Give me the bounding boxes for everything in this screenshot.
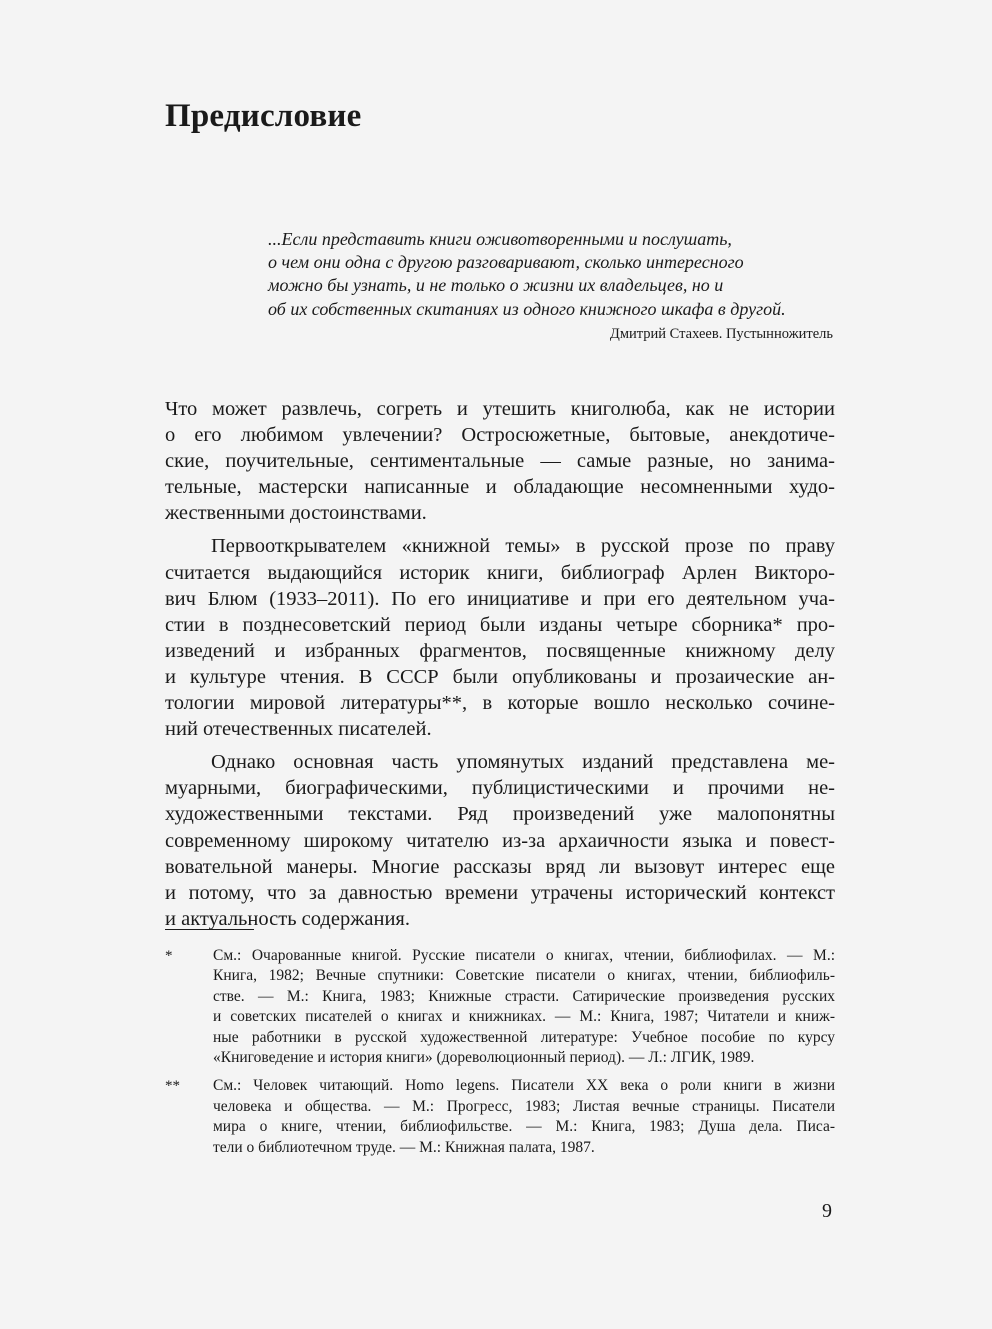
- paragraph-1-line: Что может развлечь, согреть и утешить книголюба, как не истории: [165, 398, 835, 420]
- body-text: [165, 396, 835, 932]
- footnote-marker: *: [165, 948, 173, 964]
- paragraph-3-line: вовательной манеры. Многие рассказы вряд ли вызовут интерес еще: [165, 855, 835, 878]
- epigraph-line: ...Если представить книги оживотворенными и послушать,: [268, 229, 732, 249]
- paragraph-2-line: тологии мировой литературы**, в которые вошло несколько сочине-: [165, 692, 835, 715]
- paragraph-1-line: тельные, мастерски написанные и обладающие несомненными худо-: [165, 476, 835, 499]
- paragraph-2-line: изведений и избранных фрагментов, посвященные книжному делу: [165, 639, 835, 662]
- epigraph: [268, 228, 833, 343]
- paragraph-3-line: современному широкому читателю из-за архаичности языка и повест-: [165, 829, 835, 852]
- page-number: 9: [822, 1200, 832, 1222]
- footnote-line: ные работники в русской художественной литературе: Учебное пособие по курсу: [213, 1028, 835, 1046]
- footnote-line: «Книговедение и история книги» (дореволюционный период). — Л.: ЛГИК, 1989.: [213, 1049, 755, 1067]
- paragraph-1-line: жественными достоинствами.: [165, 502, 427, 525]
- paragraph-gap: [165, 742, 835, 749]
- paragraph-2-line: Первооткрывателем «книжной темы» в русской прозе по праву: [211, 535, 835, 558]
- footnote-divider: [165, 929, 254, 930]
- footnote-line: человека и общества. — М.: Прогресс, 1983; Листая вечные страницы. Писатели: [213, 1097, 835, 1115]
- epigraph-attribution: Дмитрий Стахеев. Пустынножитель: [609, 325, 833, 342]
- footnote-line: Книга, 1982; Вечные спутники: Советские писатели о книгах, чтении, библиофиль-: [213, 967, 835, 985]
- footnote-line: См.: Очарованные книгой. Русские писатели о книгах, чтении, библиофилах. — М.:: [213, 947, 835, 964]
- paragraph-2-line: стии в позднесоветский период были изданы четыре сборника* про-: [165, 613, 835, 636]
- epigraph-line: о чем они одна с другою разговаривают, сколько интересного: [268, 252, 744, 273]
- paragraph-1-line: ские, поучительные, сентиментальные — самые разные, но занима-: [165, 450, 835, 473]
- footnote-line: стве. — М.: Книга, 1983; Книжные страсти. Сатирические произведения русских: [213, 987, 835, 1005]
- footnote-1: [165, 946, 835, 1068]
- paragraph-2-line: и культуре чтения. В СССР были опубликованы и прозаические ан-: [165, 665, 835, 688]
- paragraph-3-line: муарными, биографическими, публицистическими и прочими не-: [165, 777, 835, 800]
- footnote-line: и советских писателей о книгах и книжниках. — М.: Книга, 1987; Читатели и книж-: [213, 1008, 835, 1026]
- footnote-2: [165, 1076, 835, 1158]
- paragraph-3-line: Однако основная часть упомянутых изданий представлена ме-: [211, 751, 835, 774]
- footnote-line: мира о книге, чтении, библиофильстве. — М.: Книга, 1983; Душа дела. Писа-: [213, 1118, 835, 1136]
- paragraph-2-line: вич Блюм (1933–2011). По его инициативе и при его деятельном уча-: [165, 587, 835, 610]
- epigraph-line: об их собственных скитаниях из одного книжного шкафа в другой.: [268, 298, 786, 319]
- paragraph-1-line: о его любимом увлечении? Остросюжетные, бытовые, анекдотиче-: [165, 424, 835, 447]
- footnotes: [165, 946, 835, 1166]
- chapter-title: Предисловие: [165, 98, 362, 134]
- paragraph-3-line: и актуальность содержания.: [165, 907, 410, 930]
- footnote-marker: **: [165, 1078, 180, 1095]
- epigraph-line: можно бы узнать, и не только о жизни их владельцев, но и: [268, 275, 724, 296]
- paragraph-3-line: художественными текстами. Ряд произведений уже малопонятны: [165, 803, 835, 826]
- footnote-line: тели о библиотечном труде. — М.: Книжная палата, 1987.: [213, 1138, 595, 1156]
- paragraph-3-line: и потому, что за давностью времени утрачены исторический контекст: [165, 881, 835, 904]
- paragraph-2-line: ний отечественных писателей.: [165, 718, 432, 741]
- paragraph-gap: [165, 526, 835, 533]
- footnote-line: См.: Человек читающий. Homo legens. Писатели XX века о роли книги в жизни: [213, 1077, 835, 1095]
- paragraph-2-line: считается выдающийся историк книги, библиограф Арлен Викторо-: [165, 561, 835, 584]
